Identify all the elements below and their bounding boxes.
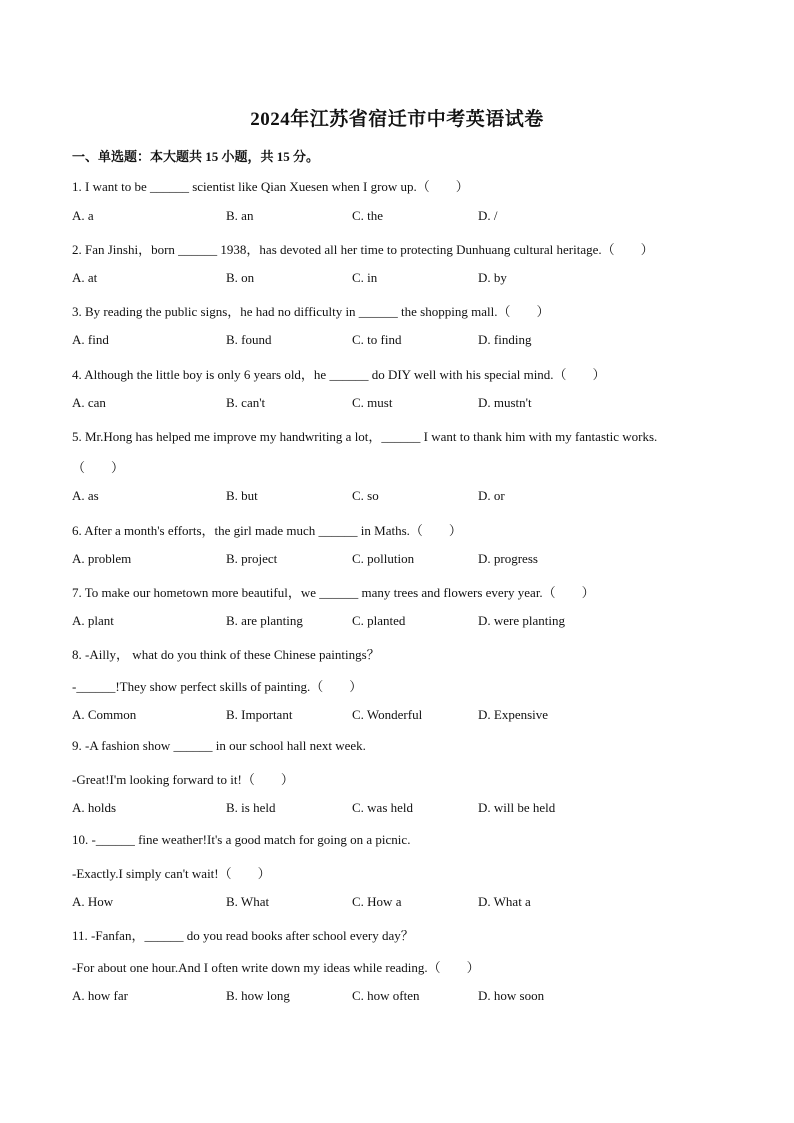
option-d: D. how soon [478, 988, 545, 1003]
option-c: C. in [352, 270, 378, 285]
option-c: C. so [352, 488, 379, 503]
option-d: D. were planting [478, 613, 566, 628]
question-11-options [72, 988, 772, 1006]
option-d: D. mustn't [478, 395, 532, 410]
option-b: B. project [226, 551, 278, 566]
question-6-options [72, 551, 772, 569]
page-title: 2024年江苏省宿迁市中考英语试卷 [250, 109, 544, 130]
question-2-options [72, 270, 772, 288]
option-a: A. problem [72, 551, 132, 566]
question-5-options [72, 488, 772, 506]
question-5-line-2: （ ） [72, 460, 125, 475]
option-c: C. Wonderful [352, 707, 423, 722]
option-b: B. are planting [226, 613, 303, 628]
option-d: D. Expensive [478, 707, 549, 722]
option-a: A. Common [72, 707, 137, 722]
option-a: A. plant [72, 613, 114, 628]
option-b: B. is held [226, 800, 276, 815]
question-1-options [72, 208, 772, 226]
question-11-line-1: 11. -Fanfan，______ do you read books after school every day？ [72, 928, 414, 943]
question-4-options [72, 395, 772, 413]
option-b: B. on [226, 270, 255, 285]
question-2-line-1: 2. Fan Jinshi，born ______ 1938，has devoted all her time to protecting Dunhuang cultural heritage.（ ） [72, 242, 654, 257]
question-10-line-1: 10. -______ fine weather!It's a good match for going on a picnic. [72, 832, 411, 847]
question-6-line-1: 6. After a month's efforts，the girl made much ______ in Maths.（ ） [72, 523, 462, 538]
option-a: A. holds [72, 800, 117, 815]
question-7-line-1: 7. To make our hometown more beautiful，we ______ many trees and flowers every year.（ ） [72, 585, 595, 600]
option-d: D. will be held [478, 800, 556, 815]
option-a: A. How [72, 894, 114, 909]
question-9-line-1: 9. -A fashion show ______ in our school hall next week. [72, 738, 366, 753]
option-d: D. progress [478, 551, 538, 566]
option-c: C. How a [352, 894, 402, 909]
option-b: B. but [226, 488, 258, 503]
option-b: B. What [226, 894, 270, 909]
option-d: D. or [478, 488, 505, 503]
question-8-options [72, 707, 772, 725]
question-4-line-1: 4. Although the little boy is only 6 years old，he ______ do DIY well with his special mind.（ ） [72, 367, 606, 382]
option-a: A. a [72, 208, 94, 223]
option-c: C. to find [352, 332, 402, 347]
option-c: C. the [352, 208, 384, 223]
question-1-line-1: 1. I want to be ______ scientist like Qian Xuesen when I grow up.（ ） [72, 179, 469, 194]
option-c: C. planted [352, 613, 406, 628]
option-c: C. must [352, 395, 393, 410]
option-c: C. pollution [352, 551, 415, 566]
option-b: B. found [226, 332, 272, 347]
question-10-options [72, 894, 772, 912]
option-d: D. by [478, 270, 507, 285]
question-5-line-1: 5. Mr.Hong has helped me improve my handwriting a lot，______ I want to thank him with my fantastic works. [72, 429, 658, 444]
option-d: D. finding [478, 332, 532, 347]
option-b: B. an [226, 208, 254, 223]
option-a: A. at [72, 270, 98, 285]
question-11-line-2: -For about one hour.And I often write down my ideas while reading.（ ） [72, 960, 480, 975]
option-a: A. can [72, 395, 106, 410]
question-3-line-1: 3. By reading the public signs，he had no difficulty in ______ the shopping mall.（ ） [72, 304, 550, 319]
question-7-options [72, 613, 772, 631]
question-9-options [72, 800, 772, 818]
option-b: B. can't [226, 395, 266, 410]
option-a: A. find [72, 332, 109, 347]
option-c: C. how often [352, 988, 420, 1003]
question-10-line-2: -Exactly.I simply can't wait!（ ） [72, 866, 271, 881]
question-9-line-2: -Great!I'm looking forward to it!（ ） [72, 772, 294, 787]
option-a: A. how far [72, 988, 128, 1003]
option-b: B. how long [226, 988, 290, 1003]
section-heading: 一、单选题：本大题共 15 小题，共 15 分。 [72, 149, 320, 164]
question-8-line-2: -______!They show perfect skills of painting.（ ） [72, 679, 363, 694]
option-a: A. as [72, 488, 99, 503]
option-b: B. Important [226, 707, 293, 722]
option-d: D. What a [478, 894, 531, 909]
question-8-line-1: 8. -Ailly， what do you think of these Chinese paintings？ [72, 647, 380, 662]
question-3-options [72, 332, 772, 350]
option-d: D. / [478, 208, 498, 223]
option-c: C. was held [352, 800, 414, 815]
